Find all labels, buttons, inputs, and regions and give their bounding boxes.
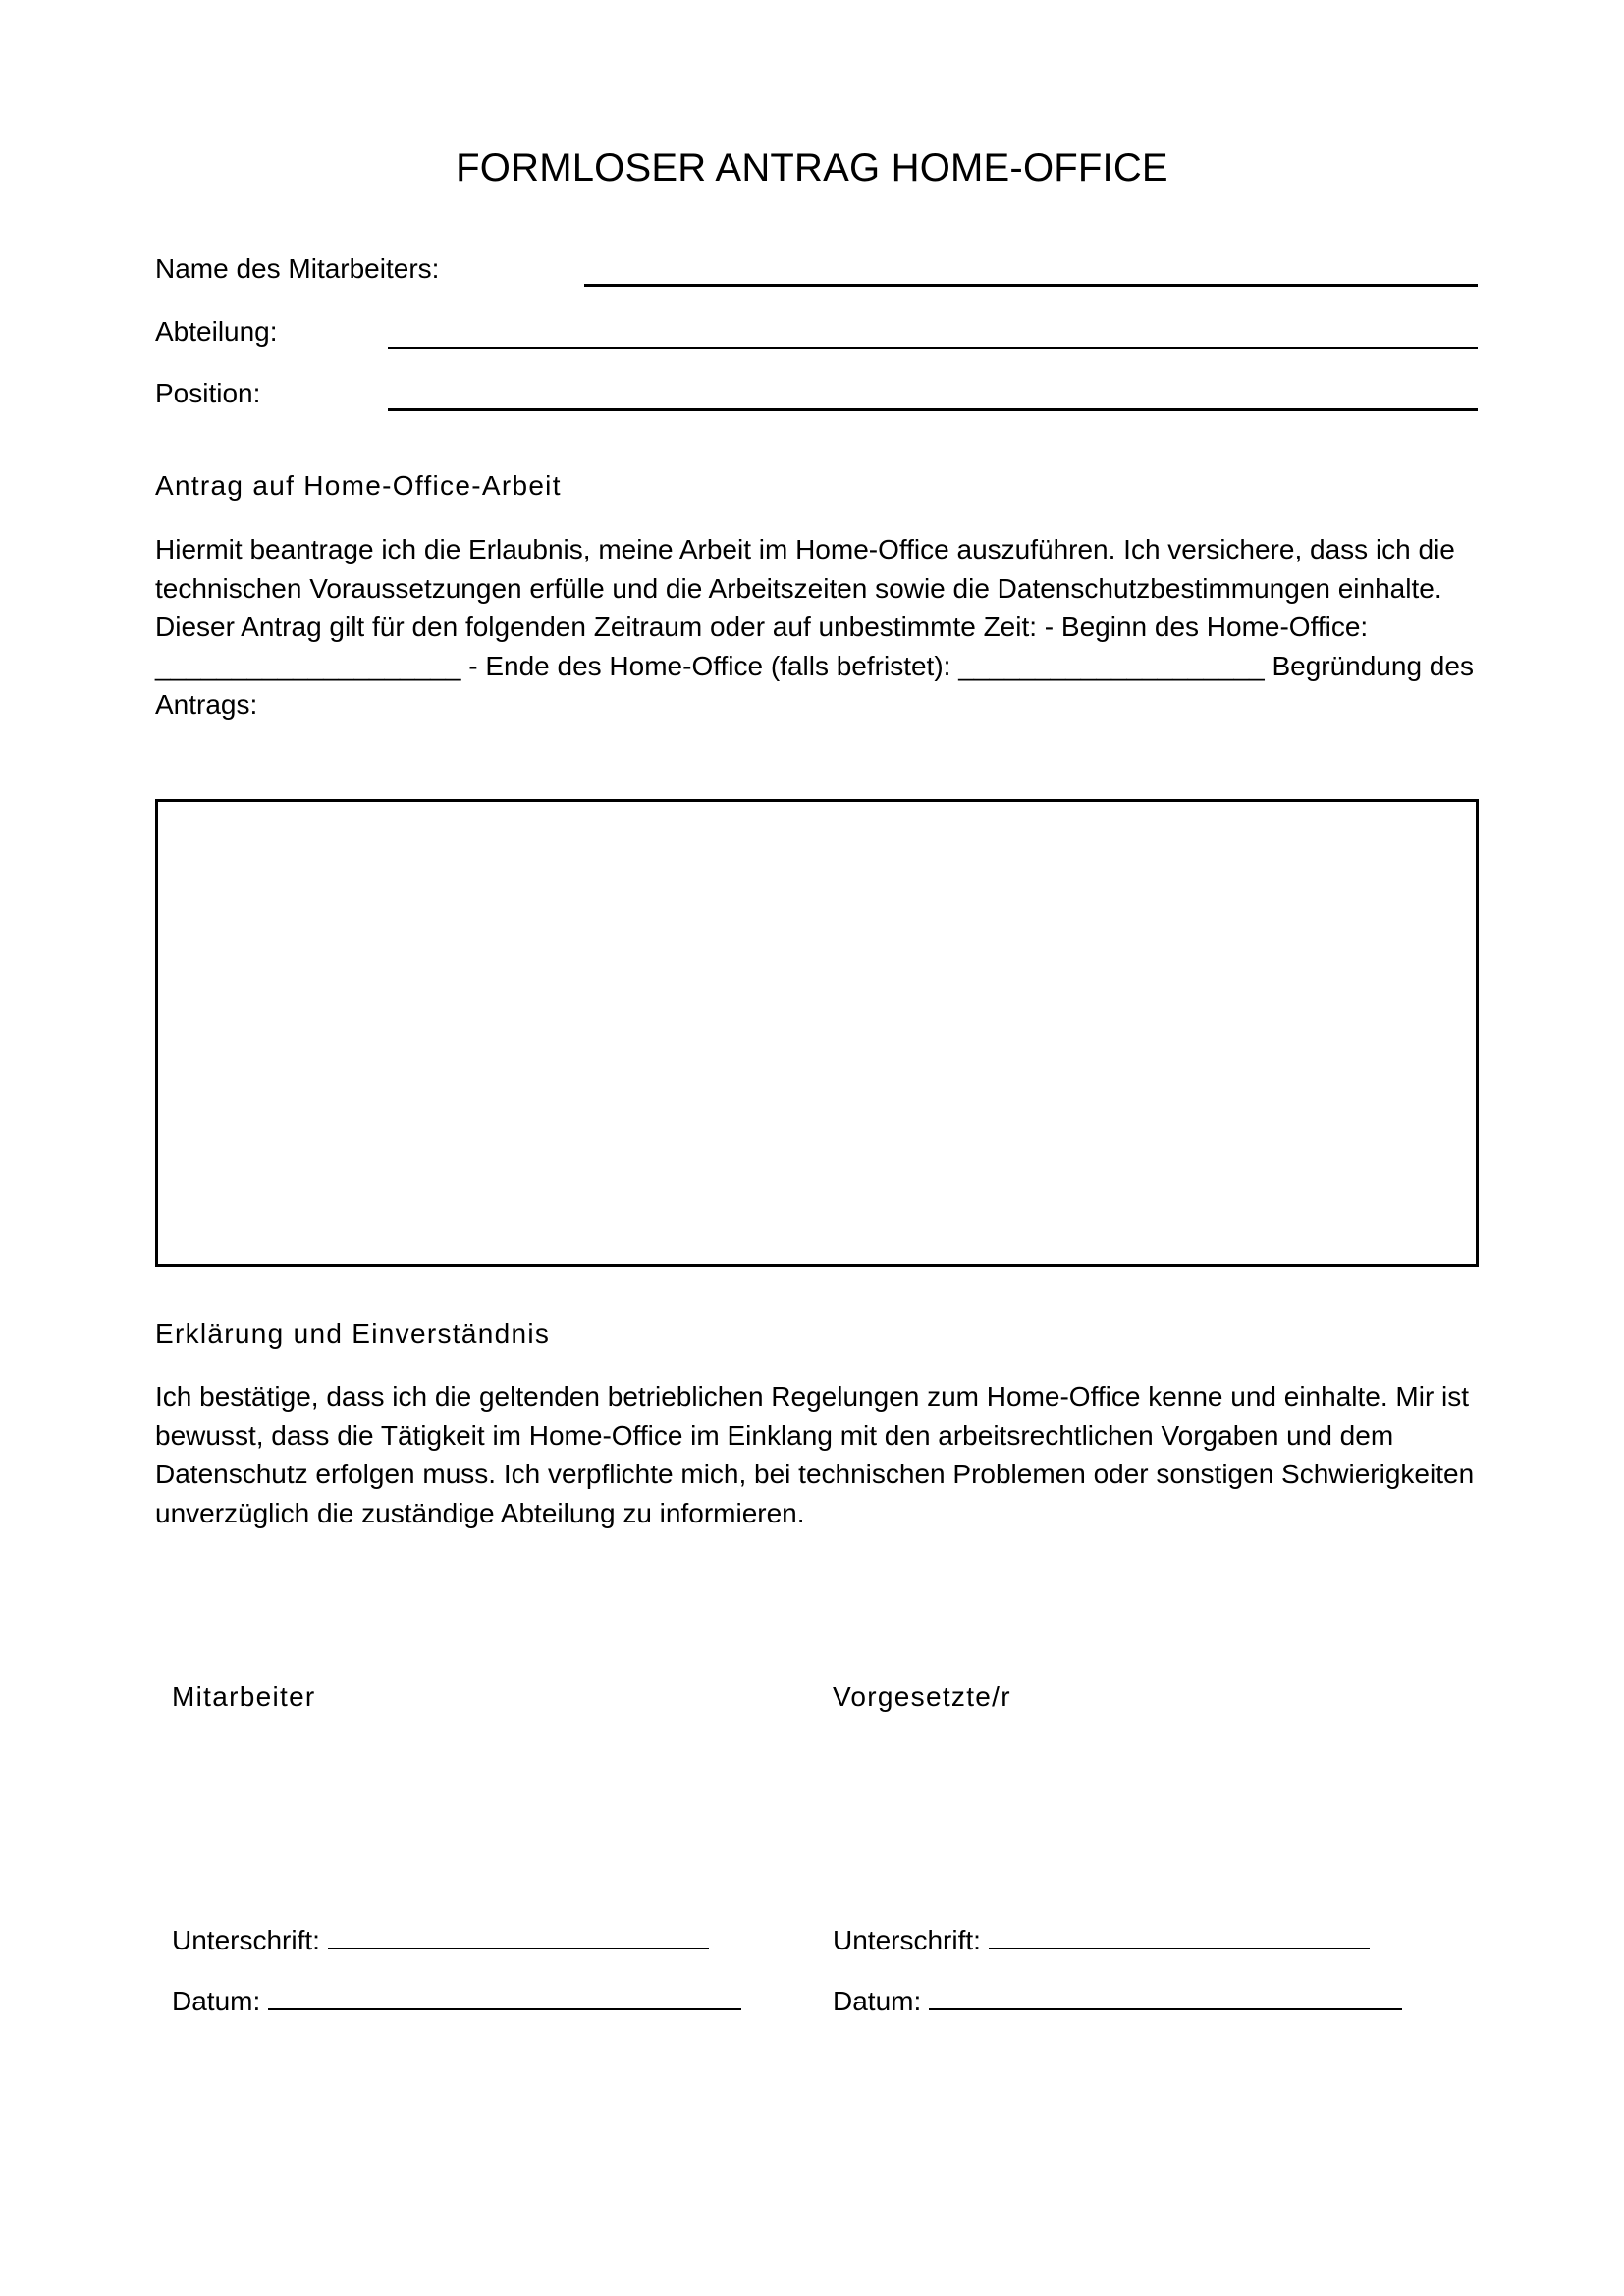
position-field[interactable] bbox=[388, 408, 1478, 411]
request-line-2: technischen Voraussetzungen erfülle und die Arbeitszeiten sowie die Datenschutzbestimmungen einhalte. bbox=[155, 572, 1442, 604]
declaration-section-heading: Erklärung und Einverständnis bbox=[155, 1318, 551, 1349]
request-paragraph bbox=[155, 530, 1481, 724]
supervisor-date-field[interactable] bbox=[929, 1983, 1402, 2010]
supervisor-signature-row bbox=[833, 1922, 1370, 1957]
employee-signature-label: Unterschrift: bbox=[172, 1925, 320, 1955]
supervisor-date-label: Datum: bbox=[833, 1986, 922, 2016]
supervisor-signature-field[interactable] bbox=[989, 1922, 1370, 1949]
supervisor-date-row bbox=[833, 1983, 1402, 2018]
department-field[interactable] bbox=[388, 347, 1478, 349]
supervisor-signature-label: Unterschrift: bbox=[833, 1925, 981, 1955]
request-line-5: Antrags: bbox=[155, 689, 258, 720]
declaration-line-3: Datenschutz erfolgen muss. Ich verpflichte mich, bei technischen Problemen oder sonstigen Schwierigkeiten bbox=[155, 1459, 1475, 1489]
employee-date-field[interactable] bbox=[268, 1983, 741, 2010]
employee-signature-heading: Mitarbeiter bbox=[172, 1682, 316, 1712]
supervisor-signature-heading: Vorgesetzte/r bbox=[833, 1682, 1011, 1712]
request-line-1: Hiermit beantrage ich die Erlaubnis, meine Arbeit im Home-Office auszuführen. Ich versichere, dass ich die bbox=[155, 534, 1455, 564]
declaration-line-2: bewusst, dass die Tätigkeit im Home-Office im Einklang mit den arbeitsrechtlichen Vorgaben und dem bbox=[155, 1419, 1394, 1451]
declaration-line-4: unverzüglich die zuständige Abteilung zu informieren. bbox=[155, 1497, 805, 1528]
employee-date-row bbox=[172, 1983, 741, 2018]
employee-signature-field[interactable] bbox=[328, 1922, 709, 1949]
employee-date-label: Datum: bbox=[172, 1986, 261, 2016]
department-label: Abteilung: bbox=[155, 316, 278, 347]
request-line-3: Dieser Antrag gilt für den folgenden Zeitraum oder auf unbestimmte Zeit: - Beginn des Home-Office: bbox=[155, 612, 1369, 642]
request-section-heading: Antrag auf Home-Office-Arbeit bbox=[155, 470, 562, 501]
declaration-line-1: Ich bestätige, dass ich die geltenden betrieblichen Regelungen zum Home-Office kenne und einhalte. Mir ist bbox=[155, 1381, 1470, 1412]
employee-signature-row bbox=[172, 1922, 709, 1957]
declaration-paragraph bbox=[155, 1377, 1481, 1532]
employee-name-label: Name des Mitarbeiters: bbox=[155, 253, 440, 284]
document-title: FORMLOSER ANTRAG HOME-OFFICE bbox=[456, 145, 1168, 189]
position-label: Position: bbox=[155, 378, 261, 408]
request-line-4: ____________________ - Ende des Home-Office (falls befristet): ____________________ Begründung des bbox=[155, 650, 1474, 681]
justification-textbox[interactable] bbox=[155, 799, 1479, 1267]
employee-name-field[interactable] bbox=[584, 284, 1478, 287]
